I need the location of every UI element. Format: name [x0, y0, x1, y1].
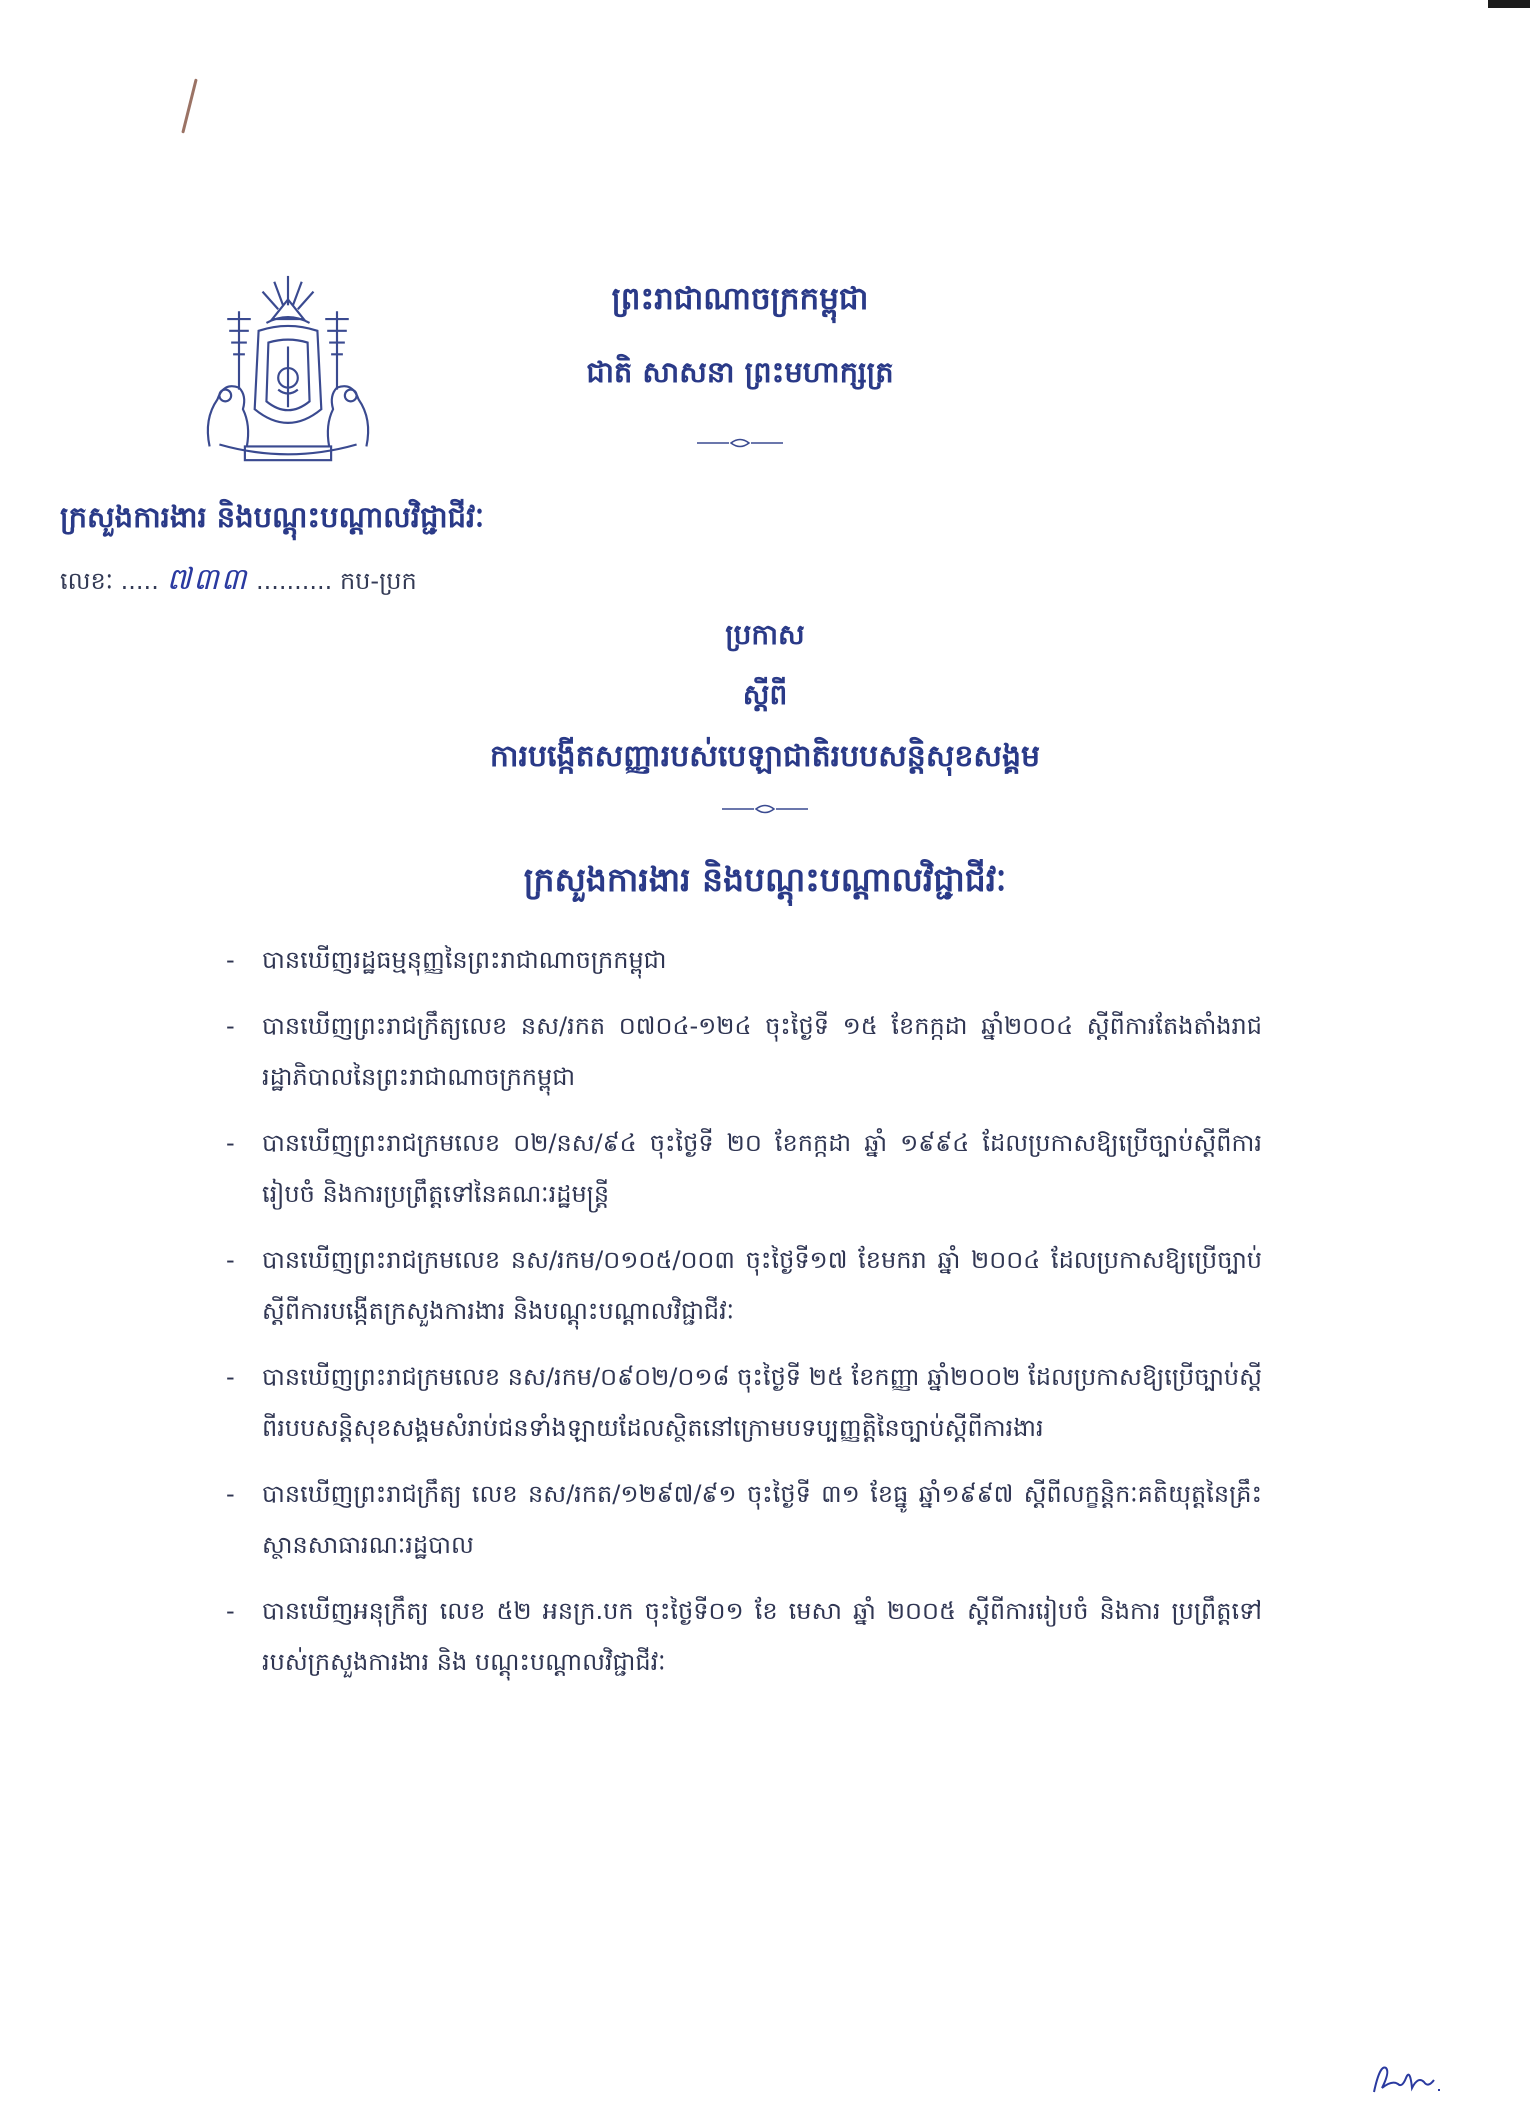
list-dash: -	[226, 1129, 235, 1157]
ministry-name-header: ក្រសួងការងារ និងបណ្តុះបណ្តាលវិជ្ជាជីវៈ	[60, 500, 485, 534]
list-dash: -	[226, 1597, 235, 1625]
document-subject: ការបង្កើតសញ្ញារបស់បេឡាជាតិរបបសន្តិសុខសង្គម	[489, 739, 1041, 774]
document-concerning: ស្តីពី	[742, 678, 788, 711]
consideration-text: បានឃើញព្រះរាជក្រមលេខ ០២/នស/៩៤ ចុះថ្ងៃទី ២០ ខែកក្កដា ឆ្នាំ ១៩៩៤ ដែលប្រកាសឱ្យប្រើច្បាប់ស្តីពីការរៀបចំ និងការប្រព្រឹត្តទៅនៃគណៈរដ្ឋមន្ត្រី	[262, 1129, 1262, 1208]
consideration-text: បានឃើញព្រះរាជក្រមលេខ នស/រកម/០៩០២/០១៨ ចុះថ្ងៃទី ២៥ ខែកញ្ញា ឆ្នាំ២០០២ ដែលប្រកាសឱ្យប្រើច្បាប់ស្តីពីរបបសន្តិសុខសង្គមសំរាប់ជនទាំងឡាយដែលស្ថិតនៅក្រោមបទប្បញ្ញត្តិនៃច្បាប់ស្តីពីការងារ	[262, 1363, 1262, 1442]
consideration-item	[226, 935, 1262, 986]
reference-dots-trailing: ..........	[256, 567, 333, 595]
consideration-text: បានឃើញព្រះរាជក្រឹត្យលេខ នស/រកត ០៧០៤-១២៤ ចុះថ្ងៃទី ១៥ ខែកក្កដា ឆ្នាំ២០០៤ ស្តីពីការតែងតាំងរាជរដ្ឋាភិបាលនៃព្រះរាជាណាចក្រកម្ពុជា	[262, 1012, 1262, 1091]
reference-dots-leading: .....	[120, 567, 159, 595]
list-dash: -	[226, 1012, 235, 1040]
national-motto: ជាតិ សាសនា ព្រះមហាក្សត្រ	[586, 355, 894, 389]
divider-ornament-icon	[720, 802, 810, 816]
reference-suffix: កប-ប្រក	[339, 567, 417, 595]
pen-mark	[181, 78, 197, 133]
consideration-item	[226, 1001, 1262, 1103]
list-dash: -	[226, 1363, 235, 1391]
consideration-text: បានឃើញអនុក្រឹត្យ លេខ ៥២ អនក្រ.បក ចុះថ្ងៃទី០១ ខែ មេសា ឆ្នាំ ២០០៥ ស្តីពីការរៀបចំ និងការ ប្រព្រឹត្តទៅរបស់ក្រសួងការងារ និង បណ្តុះបណ្តាលវិជ្ជាជីវៈ	[262, 1597, 1262, 1676]
document-type: ប្រកាស	[725, 618, 805, 651]
reference-number	[60, 560, 417, 604]
kingdom-title: ព្រះរាជាណាចក្រកម្ពុជា	[611, 281, 869, 317]
initials-signature-icon	[1368, 2058, 1448, 2098]
scan-corner-mark	[1488, 0, 1530, 8]
consideration-item	[226, 1235, 1262, 1337]
divider-ornament-icon	[695, 436, 785, 450]
reference-label: លេខៈ	[60, 567, 114, 595]
list-dash: -	[226, 1246, 235, 1274]
consideration-text: បានឃើញព្រះរាជក្រមលេខ នស/រកម/០១០៥/០០៣ ចុះថ្ងៃទី១៧ ខែមករា ឆ្នាំ ២០០៤ ដែលប្រកាសឱ្យប្រើច្បាប់ស្តីពីការបង្កើតក្រសួងការងារ និងបណ្តុះបណ្តាលវិជ្ជាជីវៈ	[262, 1246, 1262, 1325]
list-dash: -	[226, 1480, 235, 1508]
considerations-list	[226, 935, 1262, 1703]
consideration-text: បានឃើញព្រះរាជក្រឹត្យ លេខ នស/រកត/១២៩៧/៩១ ចុះថ្ងៃទី ៣១ ខែធ្នូ ឆ្នាំ១៩៩៧ ស្តីពីលក្ខន្តិកៈគតិយុត្តនៃគ្រឹះស្ថានសាធារណៈរដ្ឋបាល	[262, 1480, 1262, 1559]
ministry-name-title: ក្រសួងការងារ និងបណ្តុះបណ្តាលវិជ្ជាជីវៈ	[523, 860, 1007, 899]
consideration-item	[226, 1118, 1262, 1220]
royal-emblem-icon	[190, 272, 386, 468]
reference-handwritten-number: ៧៣៣	[166, 562, 249, 597]
consideration-item	[226, 1352, 1262, 1454]
consideration-item	[226, 1586, 1262, 1688]
consideration-item	[226, 1469, 1262, 1571]
list-dash: -	[226, 946, 235, 974]
consideration-text: បានឃើញរដ្ឋធម្មនុញ្ញនៃព្រះរាជាណាចក្រកម្ពុជា	[262, 946, 667, 974]
